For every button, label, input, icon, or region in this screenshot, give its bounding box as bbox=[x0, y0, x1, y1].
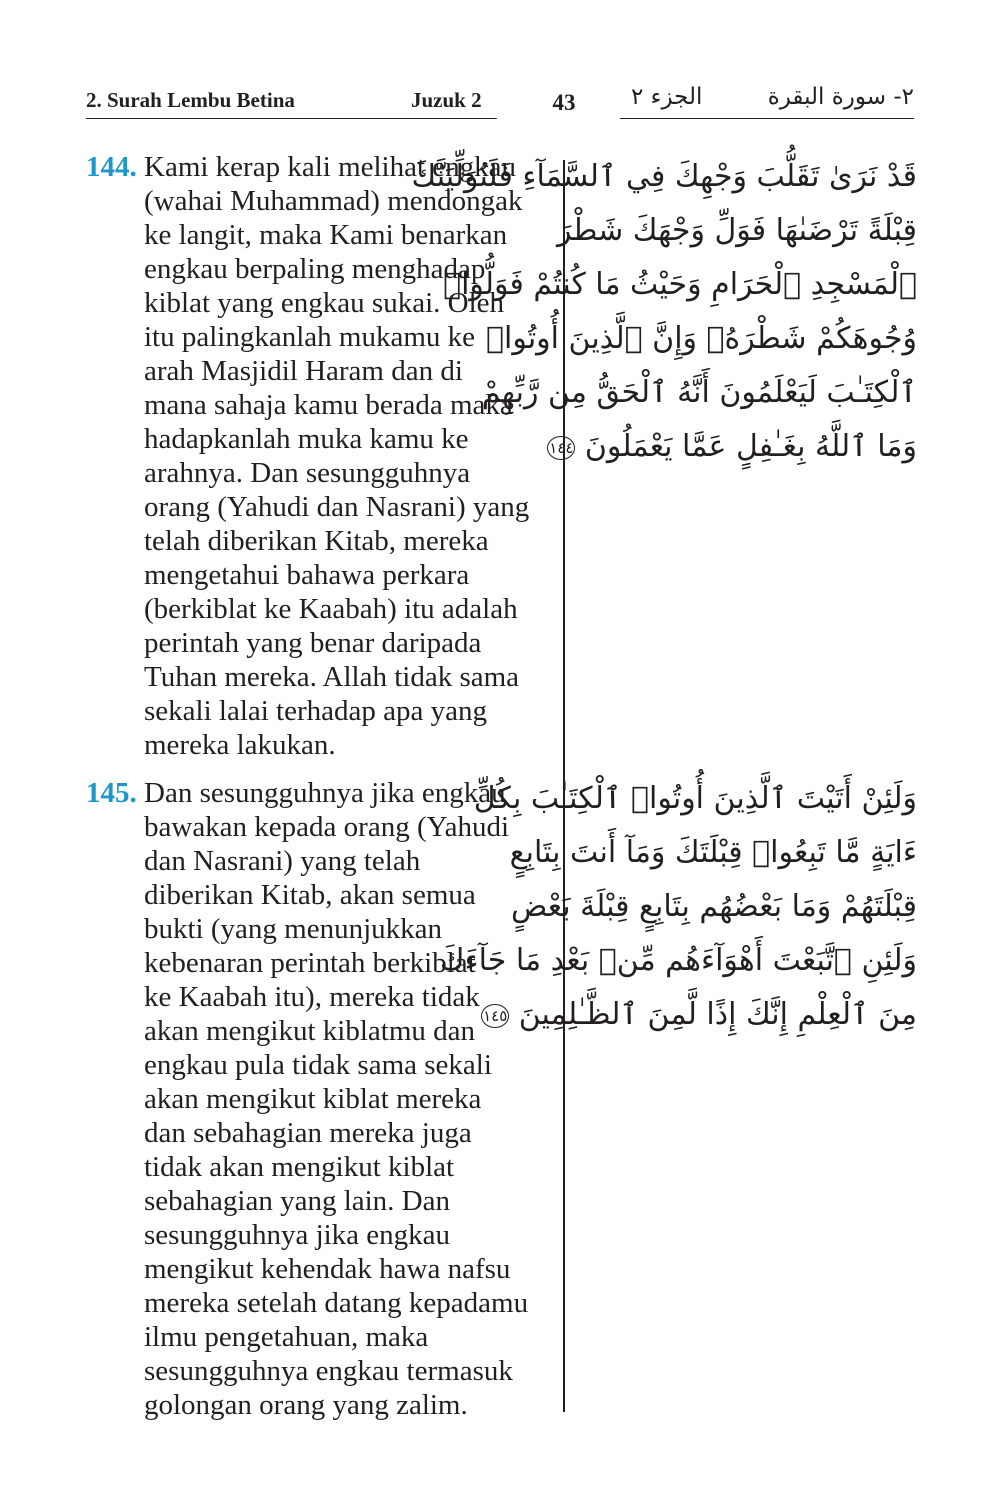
verse-number: 144. bbox=[86, 151, 137, 183]
translation-line: engkau pula tidak sama sekali bbox=[144, 1049, 492, 1081]
translation-line: tidak akan mengikut kiblat bbox=[144, 1151, 455, 1183]
translation-line: orang (Yahudi dan Nasrani) yang bbox=[144, 491, 530, 523]
translation-line: mengikut kehendak hawa nafsu bbox=[144, 1253, 511, 1285]
translation-line: dan Nasrani) yang telah bbox=[144, 845, 421, 877]
arabic-line: ءَايَةٍ مَّا تَبِعُوا۟ قِبْلَتَكَ وَمَآ أَنتَ بِتَابِعٍ bbox=[509, 835, 917, 870]
translation-line: bawakan kepada orang (Yahudi bbox=[144, 811, 510, 843]
page-number: 43 bbox=[552, 90, 576, 115]
surah-title-latin: 2. Surah Lembu Betina bbox=[86, 88, 295, 112]
translation-line: Dan sesungguhnya jika engkau bbox=[144, 777, 506, 809]
page-header bbox=[86, 78, 914, 128]
translation-line: sesungguhnya jika engkau bbox=[144, 1219, 451, 1251]
translation-line: mereka lakukan. bbox=[144, 729, 336, 761]
arabic-line bbox=[483, 988, 917, 1042]
arabic-line-text: وَمَا ٱللَّهُ بِغَـٰفِلٍ عَمَّا يَعْمَلُونَ bbox=[584, 429, 917, 464]
translation-line: hadapkanlah muka kamu ke bbox=[144, 423, 469, 455]
translation-line: Tuhan mereka. Allah tidak sama bbox=[144, 661, 520, 693]
translation-line: mereka setelah datang kepadamu bbox=[144, 1287, 529, 1319]
juzuk-label-arabic: الجزء ٢ bbox=[631, 84, 703, 110]
translation-line: ilmu pengetahuan, maka bbox=[144, 1321, 429, 1353]
verse-arabic-144 bbox=[411, 150, 917, 474]
arabic-line: قِبْلَةً تَرْضَىٰهَا فَوَلِّ وَجْهَكَ شَطْرَ bbox=[556, 213, 917, 248]
arabic-line: ٱلْكِتَـٰبَ لَيَعْلَمُونَ أَنَّهُ ٱلْحَقُّ مِن رَّبِّهِمْ bbox=[481, 375, 917, 410]
arabic-line bbox=[549, 420, 917, 474]
translation-text bbox=[144, 150, 564, 762]
translation-line: sesungguhnya engkau termasuk bbox=[144, 1355, 513, 1387]
arabic-line: وَلَئِنِ ٱتَّبَعْتَ أَهْوَآءَهُم مِّنۢ بَعْدِ مَا جَآءَكَ bbox=[439, 943, 917, 978]
translation-line: (wahai Muhammad) mendongak bbox=[144, 185, 523, 217]
translation-line: arahnya. Dan sesungguhnya bbox=[144, 457, 471, 489]
translation-line: mengetahui bahawa perkara bbox=[144, 559, 470, 591]
translation-text bbox=[144, 776, 564, 1422]
translation-line: akan mengikut kiblat mereka bbox=[144, 1083, 482, 1115]
translation-line: akan mengikut kiblatmu dan bbox=[144, 1015, 476, 1047]
translation-line: ke langit, maka Kami benarkan bbox=[144, 219, 508, 251]
translation-line: bukti (yang menunjukkan bbox=[144, 913, 443, 945]
arabic-line: وَلَئِنْ أَتَيْتَ ٱلَّذِينَ أُوتُوا۟ ٱلْكِتَـٰبَ بِكُلِّ bbox=[473, 781, 917, 816]
translation-line: arah Masjidil Haram dan di bbox=[144, 355, 463, 387]
arabic-line: ٱلْمَسْجِدِ ٱلْحَرَامِ وَحَيْثُ مَا كُنتُمْ فَوَلُّوا۟ bbox=[443, 267, 917, 302]
arabic-line: قِبْلَتَهُمْ وَمَا بَعْضُهُم بِتَابِعٍ قِبْلَةَ بَعْضٍ bbox=[510, 889, 917, 924]
translation-line: kebenaran perintah berkiblat bbox=[144, 947, 476, 979]
translation-line: sebahagian yang lain. Dan bbox=[144, 1185, 451, 1217]
translation-line: mana sahaja kamu berada maka bbox=[144, 389, 513, 421]
verse-translation-144 bbox=[86, 150, 556, 770]
translation-line: Kami kerap kali melihat engkau bbox=[144, 151, 517, 183]
surah-title-arabic: ٢- سورة البقرة bbox=[767, 84, 914, 110]
translation-line: engkau berpaling menghadap bbox=[144, 253, 486, 285]
translation-line: kiblat yang engkau sukai. Oleh bbox=[144, 287, 504, 319]
translation-line: dan sebahagian mereka juga bbox=[144, 1117, 472, 1149]
arabic-line-text: مِنَ ٱلْعِلْمِ إِنَّكَ إِذًا لَّمِنَ ٱلظَّـٰلِمِينَ bbox=[518, 997, 917, 1032]
arabic-line: وُجُوهَكُمْ شَطْرَهُۥ وَإِنَّ ٱلَّذِينَ أُوتُوا۟ bbox=[486, 321, 917, 356]
verse-translation-145 bbox=[86, 776, 556, 1426]
ayah-end-marker-icon: ١٤٥ bbox=[481, 1004, 509, 1028]
ayah-end-marker-icon: ١٤٤ bbox=[547, 436, 575, 460]
translation-line: telah diberikan Kitab, mereka bbox=[144, 525, 489, 557]
verse-number: 145. bbox=[86, 777, 137, 809]
translation-line: perintah yang benar daripada bbox=[144, 627, 482, 659]
translation-line: golongan orang yang zalim. bbox=[144, 1389, 468, 1421]
translation-line: itu palingkanlah mukamu ke bbox=[144, 321, 476, 353]
translation-line: (berkiblat ke Kaabah) itu adalah bbox=[144, 593, 518, 625]
translation-line: ke Kaabah itu), mereka tidak bbox=[144, 981, 480, 1013]
verse-arabic-145 bbox=[439, 772, 917, 1042]
arabic-line: قَدْ نَرَىٰ تَقَلُّبَ وَجْهِكَ فِي ٱلسَّمَآءِ فَلَنُوَلِّيَنَّكَ bbox=[411, 159, 917, 194]
juzuk-label-latin: Juzuk 2 bbox=[411, 88, 482, 112]
translation-line: sekali lalai terhadap apa yang bbox=[144, 695, 488, 727]
translation-line: diberikan Kitab, akan semua bbox=[144, 879, 476, 911]
